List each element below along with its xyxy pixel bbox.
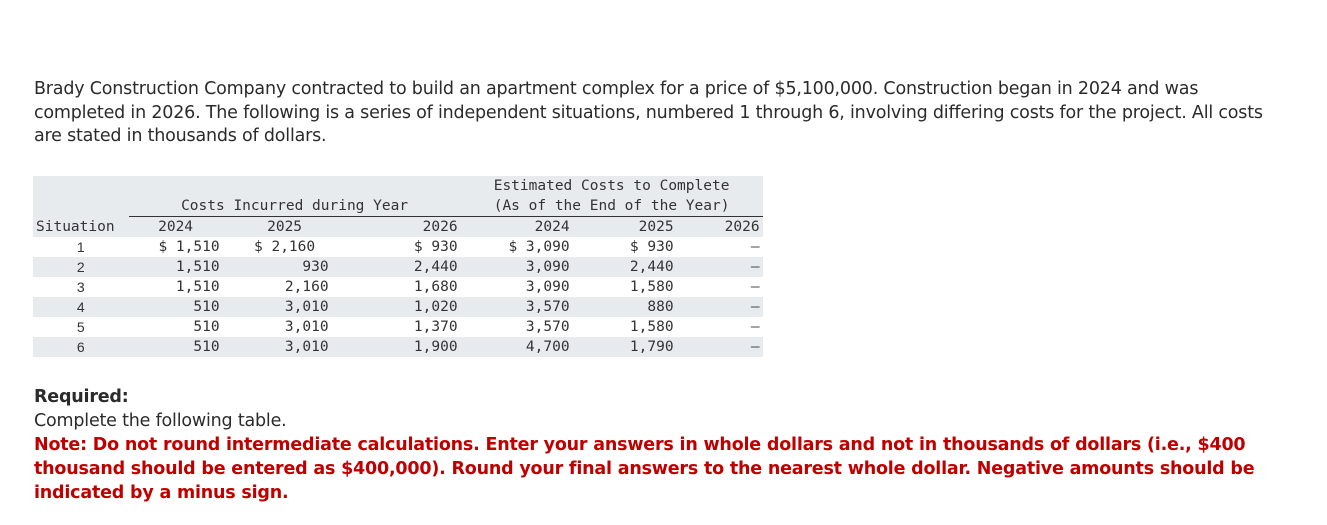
est-2024-cell: 4,700 bbox=[461, 337, 573, 357]
est-2026-cell: – bbox=[677, 257, 763, 277]
table-row bbox=[33, 337, 763, 357]
inc-2025-cell: 3,010 bbox=[223, 317, 347, 337]
table-row bbox=[33, 297, 763, 317]
est-2026-cell: – bbox=[677, 317, 763, 337]
inc-2025-cell: 930 bbox=[223, 257, 347, 277]
inc-2026-cell: $ 930 bbox=[347, 237, 461, 257]
header-year-inc-2026: 2026 bbox=[347, 217, 461, 238]
situation-cell: 1 bbox=[33, 237, 129, 257]
header-incurred: Costs Incurred during Year bbox=[129, 196, 461, 217]
required-title: Required: bbox=[34, 387, 129, 407]
table-year-header-row bbox=[33, 217, 763, 238]
inc-2024-cell: 510 bbox=[129, 297, 223, 317]
est-2025-cell: 2,440 bbox=[573, 257, 677, 277]
table-group-header-row-1 bbox=[33, 176, 763, 196]
header-situation: Situation bbox=[33, 217, 129, 238]
est-2024-cell: 3,090 bbox=[461, 257, 573, 277]
table-group-header-row-2 bbox=[33, 196, 763, 217]
required-note: Note: Do not round intermediate calculations. Enter your answers in whole dollars and not in thousands of dollars (i.e., $400 thousand should be entered as $400,000). Round your final answers to the nearest whole dollar. Negative amounts should be indicated by a minus sign. bbox=[34, 435, 1255, 503]
inc-2025-cell: 3,010 bbox=[223, 337, 347, 357]
table-row bbox=[33, 277, 763, 297]
header-spacer bbox=[33, 196, 129, 217]
table-row bbox=[33, 237, 763, 257]
header-estimated-line2: (As of the End of the Year) bbox=[461, 196, 763, 217]
inc-2024-cell: 510 bbox=[129, 317, 223, 337]
inc-2025-cell: 2,160 bbox=[223, 277, 347, 297]
situation-cell: 5 bbox=[33, 317, 129, 337]
est-2026-cell: – bbox=[677, 277, 763, 297]
est-2024-cell: 3,570 bbox=[461, 317, 573, 337]
required-section bbox=[34, 385, 1294, 505]
header-year-inc-2025: 2025 bbox=[223, 217, 347, 238]
table-row bbox=[33, 257, 763, 277]
est-2026-cell: – bbox=[677, 297, 763, 317]
est-2025-cell: 1,790 bbox=[573, 337, 677, 357]
est-2026-cell: – bbox=[677, 237, 763, 257]
required-instruction: Complete the following table. bbox=[34, 411, 287, 431]
inc-2025-cell: $ 2,160 bbox=[223, 237, 347, 257]
inc-2024-cell: 1,510 bbox=[129, 257, 223, 277]
cost-table bbox=[33, 176, 763, 357]
header-estimated-line1: Estimated Costs to Complete bbox=[461, 176, 763, 196]
inc-2024-cell: $ 1,510 bbox=[129, 237, 223, 257]
inc-2025-cell: 3,010 bbox=[223, 297, 347, 317]
inc-2026-cell: 1,680 bbox=[347, 277, 461, 297]
inc-2026-cell: 2,440 bbox=[347, 257, 461, 277]
inc-2026-cell: 1,900 bbox=[347, 337, 461, 357]
header-year-est-2025: 2025 bbox=[573, 217, 677, 238]
est-2025-cell: 1,580 bbox=[573, 317, 677, 337]
est-2025-cell: $ 930 bbox=[573, 237, 677, 257]
est-2026-cell: – bbox=[677, 337, 763, 357]
inc-2024-cell: 510 bbox=[129, 337, 223, 357]
situation-cell: 6 bbox=[33, 337, 129, 357]
est-2025-cell: 1,580 bbox=[573, 277, 677, 297]
header-spacer bbox=[33, 176, 129, 196]
est-2025-cell: 880 bbox=[573, 297, 677, 317]
est-2024-cell: 3,570 bbox=[461, 297, 573, 317]
inc-2026-cell: 1,370 bbox=[347, 317, 461, 337]
inc-2026-cell: 1,020 bbox=[347, 297, 461, 317]
header-year-inc-2024: 2024 bbox=[129, 217, 223, 238]
situation-cell: 2 bbox=[33, 257, 129, 277]
situation-cell: 3 bbox=[33, 277, 129, 297]
header-year-est-2026: 2026 bbox=[677, 217, 763, 238]
header-spacer-incurred bbox=[129, 176, 461, 196]
est-2024-cell: $ 3,090 bbox=[461, 237, 573, 257]
inc-2024-cell: 1,510 bbox=[129, 277, 223, 297]
header-year-est-2024: 2024 bbox=[461, 217, 573, 238]
problem-intro: Brady Construction Company contracted to build an apartment complex for a price of $5,100,000. Construction began in 2024 and was completed in 2026. The following is a series of independent situations, numbered 1 through 6, involving differing costs for the project. All costs are stated in thousands of dollars. bbox=[34, 79, 1263, 146]
table-row bbox=[33, 317, 763, 337]
situation-cell: 4 bbox=[33, 297, 129, 317]
est-2024-cell: 3,090 bbox=[461, 277, 573, 297]
